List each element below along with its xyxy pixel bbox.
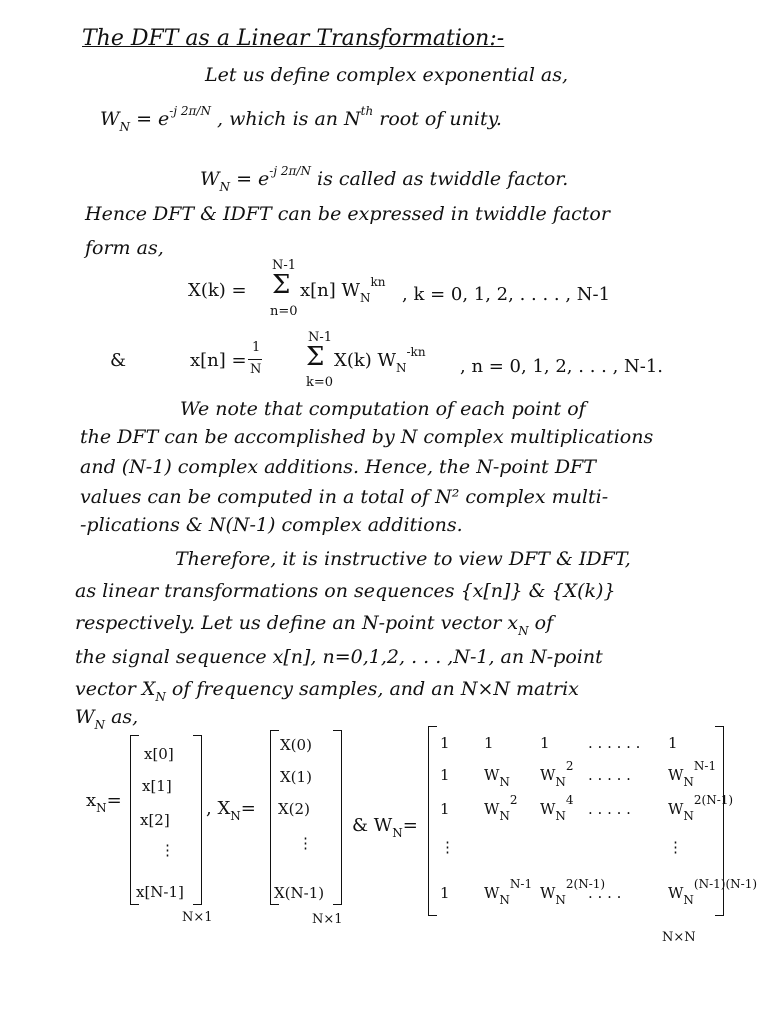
- idft-sum-bot: k=0: [306, 375, 334, 390]
- xN-label: $x_N=$: [86, 790, 122, 815]
- xN-entry-4: x[N-1]: [136, 883, 184, 901]
- para3-line-2: as linear transformations on sequences {x[n]} & {X(k)}: [75, 580, 616, 602]
- para3-line-1: Therefore, it is instructive to view DFT & IDFT,: [175, 548, 631, 570]
- WN-cell-r1-c4: $W_N^{N-1}$: [668, 759, 717, 789]
- XN-vector: [270, 730, 342, 905]
- xN-dim: N×1: [182, 910, 213, 925]
- WN-cell-r1-c3: . . . . .: [588, 766, 631, 784]
- para3-line-6: $W_N$ as,: [75, 706, 139, 732]
- dft-sigma: Σ: [272, 270, 291, 300]
- intro-text: Let us define complex exponential as,: [205, 64, 569, 86]
- idft-sum-top: N-1: [308, 330, 333, 345]
- xN-right-bracket: [193, 735, 202, 905]
- idft-frac-num: 1: [252, 340, 261, 355]
- WN-cell-r1-c0: 1: [440, 766, 450, 784]
- WN-cell-r0-c2: 1: [540, 734, 550, 752]
- WN-matrix: [428, 726, 758, 916]
- idft-lhs: x[n] =: [190, 350, 247, 371]
- idft-amp: &: [110, 350, 127, 371]
- WN-dim: N×N: [662, 930, 696, 945]
- XN-entry-4: X(N-1): [274, 884, 325, 902]
- XN-entry-0: X(0): [280, 736, 312, 754]
- idft-frac-den: N: [250, 362, 262, 377]
- XN-dim: N×1: [312, 912, 343, 927]
- wn-definition: $W_N = e^{-j 2\pi/N}$ , which is an $N^{th}$ root of unity.: [100, 104, 502, 134]
- xN-left-bracket: [130, 735, 139, 905]
- WN-cell-r2-c0: 1: [440, 800, 450, 818]
- para3-line-4: the signal sequence x[n], n=0,1,2, . . . ,N-1, an N-point: [75, 646, 603, 668]
- dft-sum-bot: n=0: [270, 304, 298, 319]
- xN-entry-0: x[0]: [144, 745, 174, 763]
- xN-entry-3: ⋮: [160, 841, 175, 859]
- idft-frac-bar: [248, 359, 262, 360]
- twiddle-definition: $W_N = e^{-j 2\pi/N}$ is called as twiddle factor.: [200, 164, 569, 194]
- WN-cell-r2-c2: $W_N^4$: [540, 793, 574, 823]
- WN-cell-r2-c3: . . . . .: [588, 800, 631, 818]
- WN-cell-r3-c4: ⋮: [668, 838, 683, 856]
- dft-range: , k = 0, 1, 2, . . . . , N-1: [402, 284, 611, 305]
- WN-cell-r2-c1: $W_N^2$: [484, 793, 518, 823]
- dft-lhs: X(k) =: [188, 280, 247, 301]
- WN-left-bracket: [428, 726, 437, 916]
- WN-cell-r3-c0: ⋮: [440, 838, 455, 856]
- WN-cell-r0-c1: 1: [484, 734, 494, 752]
- XN-entry-1: X(1): [280, 768, 312, 786]
- WN-cell-r1-c1: $W_N$: [484, 766, 510, 789]
- XN-label: , $X_N=$: [206, 798, 256, 823]
- para2-line-5: -plications & N(N-1) complex additions.: [80, 514, 463, 536]
- para1-line-1: Hence DFT & IDFT can be expressed in twiddle factor: [85, 203, 610, 225]
- para3-line-3: respectively. Let us define an N-point vector $x_N$ of: [75, 612, 554, 638]
- idft-term: X(k) $W_N^{-kn}$: [334, 345, 426, 375]
- WN-cell-r4-c3: . . . .: [588, 884, 622, 902]
- para2-line-3: and (N-1) complex additions. Hence, the N-point DFT: [80, 456, 596, 478]
- WN-cell-r2-c4: $W_N^{2(N-1)}$: [668, 793, 734, 823]
- para2-line-1: We note that computation of each point of: [180, 398, 586, 420]
- idft-range: , n = 0, 1, 2, . . . , N-1.: [460, 356, 664, 377]
- para1-line-2: form as,: [85, 237, 164, 259]
- WN-label: & $W_N=$: [352, 815, 418, 840]
- WN-cell-r4-c0: 1: [440, 884, 450, 902]
- WN-cell-r4-c1: $W_N^{N-1}$: [484, 877, 533, 907]
- WN-cell-r0-c0: 1: [440, 734, 450, 752]
- dft-sum-top: N-1: [272, 258, 297, 273]
- xN-entry-1: x[1]: [142, 777, 172, 795]
- WN-cell-r4-c4: $W_N^{(N-1)(N-1)}$: [668, 877, 758, 907]
- idft-sigma: Σ: [306, 342, 325, 372]
- para3-line-5: vector $X_N$ of frequency samples, and an N×N matrix: [75, 678, 579, 704]
- dft-term: x[n] $W_N^{kn}$: [300, 275, 386, 305]
- xN-vector: [130, 735, 202, 905]
- para2-line-2: the DFT can be accomplished by N complex multiplications: [80, 426, 654, 448]
- XN-entry-2: X(2): [278, 800, 310, 818]
- XN-entry-3: ⋮: [298, 834, 313, 852]
- para2-line-4: values can be computed in a total of N² complex multi-: [80, 486, 609, 508]
- WN-cell-r1-c2: $W_N^2$: [540, 759, 574, 789]
- WN-cell-r0-c4: 1: [668, 734, 678, 752]
- WN-cell-r0-c3: . . . . . .: [588, 734, 641, 752]
- page-title: The DFT as a Linear Transformation:-: [82, 26, 505, 51]
- WN-cell-r4-c2: $W_N^{2(N-1)}$: [540, 877, 606, 907]
- xN-entry-2: x[2]: [140, 811, 170, 829]
- XN-right-bracket: [333, 730, 342, 905]
